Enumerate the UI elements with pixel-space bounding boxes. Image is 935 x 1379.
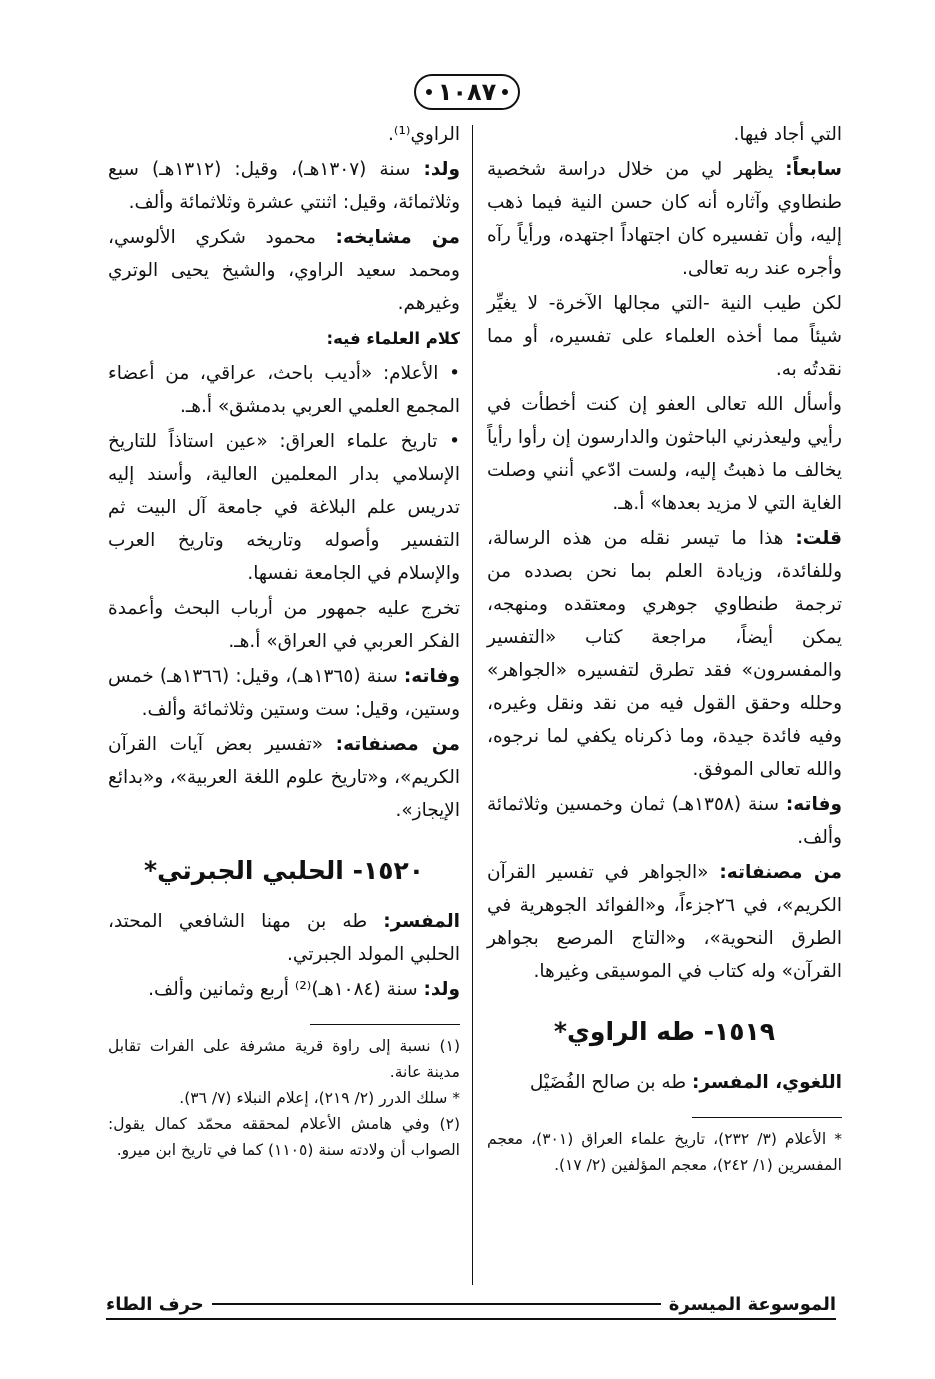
entry-title: ١٥١٩- طه الراوي* (553, 1017, 776, 1046)
footer-rule (106, 1318, 836, 1320)
column-divider (472, 125, 473, 1285)
paragraph: وفاته: سنة (١٣٦٥هـ)، وقيل: (١٣٦٦هـ) خمس وستين، وقيل: ست وستين وثلاثمائة وألف. (108, 666, 460, 720)
page-footer (106, 1290, 836, 1318)
footnote: * الأعلام (٣/ ٢٣٢)، تاريخ علماء العراق (٣٠١)، معجم المفسرين (١/ ٢٤٢)، معجم المؤلفين (٢/ ١٧). (487, 1130, 842, 1174)
paragraph: المفسر: طه بن مهنا الشافعي المحتد، الحلبي المولد الجبرتي. (108, 911, 460, 965)
paragraph: قلت: هذا ما تيسر نقله من هذه الرسالة، وللفائدة، وزيادة العلم بما نحن بصدده من ترجمة طنطاوي جوهري ومعتقده ومنهجه، يمكن أيضاً، مراجعة كتاب «التفسير والمفسرون» فقد تطرق لتفسيره «الجواهر» وحلله وحقق القول فيه من نقد ونقل وغيره، وفيه فائدة جيدة، وما ذكرناه يكفي لما نرجوه، والله تعالى الموفق. (487, 528, 842, 780)
paragraph: التي أجاد فيها. (733, 124, 842, 145)
paragraph: وأسأل الله تعالى العفو إن كنت أخطأت في رأيي وليعذرني الباحثون والدارسون إن رأوا رأياً يخالف ما ذهبتُ إليه، ولست ادّعي أنني وصلت الغاية التي لا مزيد بعدها» أ.هـ. (487, 394, 842, 514)
left-column (108, 118, 460, 1163)
footer-line (212, 1303, 661, 1305)
paragraph: • تاريخ علماء العراق: «عين استاذاً للتاريخ الإسلامي بدار المعلمين العالية، وأسند إليه تدريس علم البلاغة في جامعة آل البيت ثم التفسير وأصوله وتاريخه وتاريخ العرب والإسلام في الجامعة نفسها. (108, 431, 460, 584)
footnote-separator (692, 1117, 842, 1118)
footer-title: الموسوعة الميسرة (668, 1293, 836, 1315)
paragraph: من مشايخه: محمود شكري الألوسي، ومحمد سعيد الراوي، والشيخ يحيى الوتري وغيرهم. (108, 227, 461, 314)
page-number (417, 72, 517, 112)
paragraph: تخرج عليه جمهور من أرباب البحث وأعمدة الفكر العربي في العراق» أ.هـ. (108, 598, 460, 652)
paragraph: اللغوي، المفسر: طه بن صالح الفُضَيْل (529, 1072, 842, 1093)
paragraph: الراوي⁽¹⁾. (388, 124, 460, 145)
paragraph: من مصنفاته: «تفسير بعض آيات القرآن الكريم»، و«تاريخ علوم اللغة العربية»، و«بدائع الإيجاز». (108, 734, 460, 821)
footnote-separator (310, 1024, 460, 1025)
footnote: (٢) وفي هامش الأعلام لمحققه محمّد كمال يقول: الصواب أن ولادته سنة (١١٠٥) كما في تاريخ ابن ميرو. (108, 1115, 460, 1159)
footnote: * سلك الدرر (٢/ ٢١٩)، إعلام النبلاء (٧/ ٣٦). (179, 1089, 460, 1107)
footnote: (١) نسبة إلى راوة قرية مشرفة على الفرات تقابل مدينة عانة. (108, 1037, 460, 1081)
paragraph: ولد: سنة (١٣٠٧هـ)، وقيل: (١٣١٢هـ) سبع وثلاثمائة، وقيل: اثنتي عشرة وثلاثمائة وألف. (108, 159, 460, 213)
subheading: كلام العلماء فيه: (326, 329, 460, 348)
footnotes (108, 1033, 460, 1163)
page-number-text: ١٠٨٧ (437, 78, 497, 106)
paragraph: سابعاً: يظهر لي من خلال دراسة شخصية طنطاوي وآثاره أنه كان حسن النية فيما ذهب إليه، وأن تفسيره كان اجتهاداً اجتهده، ورأياً رآه وأجره عند ربه تعالى. (487, 159, 842, 279)
paragraph: لكن طيب النية -التي مجالها الآخرة- لا يغيِّر شيئاً مما أخذه العلماء على تفسيره، أو مما نقدتُه به. (487, 293, 842, 380)
entry-title: ١٥٢٠- الحلبي الجبرتي* (144, 856, 424, 885)
paragraph: وفاته: سنة (١٣٥٨هـ) ثمان وخمسين وثلاثمائة وألف. (487, 794, 842, 848)
paragraph: ولد: سنة (١٠٨٤هـ)⁽²⁾ أربع وثمانين وألف. (148, 979, 460, 1000)
right-column (487, 118, 842, 1178)
paragraph: • الأعلام: «أديب باحث، عراقي، من أعضاء المجمع العلمي العربي بدمشق» أ.هـ. (108, 363, 460, 417)
paragraph: من مصنفاته: «الجواهر في تفسير القرآن الكريم»، في ٢٦جزءاً، و«الفوائد الجوهرية في الطرق النحوية»، و«التاج المرصع بجواهر القرآن» وله كتاب في الموسيقى وغيرها. (487, 862, 843, 982)
footer-section: حرف الطاء (106, 1293, 204, 1315)
